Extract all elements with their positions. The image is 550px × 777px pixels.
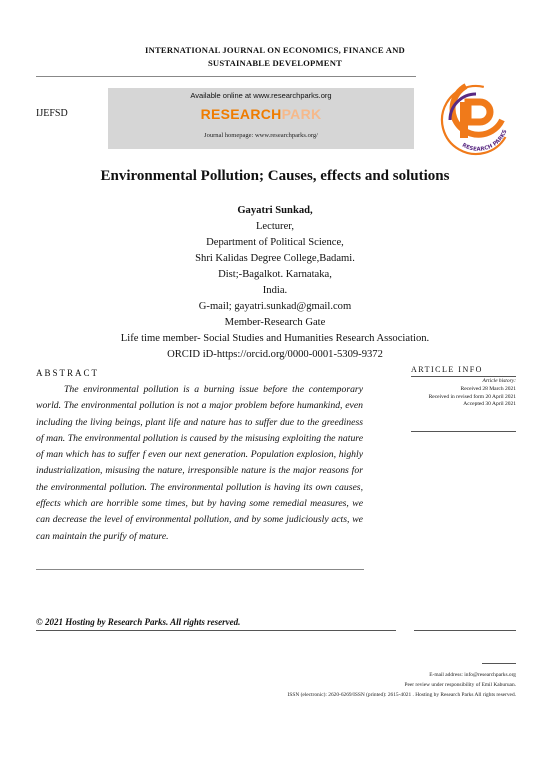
brand-part1: RESEARCH [200, 106, 282, 122]
journal-title [0, 44, 550, 70]
logo-text: RESEARCH PARKS [460, 128, 509, 153]
author-country: India. [262, 285, 288, 296]
author-district: Dist;-Bagalkot. Karnataka, [218, 269, 332, 280]
article-history-label: Article history: [482, 378, 516, 384]
journal-title-line2: SUSTAINABLE DEVELOPMENT [207, 58, 343, 68]
research-parks-logo-icon [436, 80, 516, 160]
author-college: Shri Kalidas Degree College,Badami. [195, 253, 355, 264]
journal-banner [108, 88, 414, 149]
copyright-rule-right [414, 630, 516, 631]
abstract-divider [36, 569, 364, 570]
author-block [0, 203, 550, 363]
author-name: Gayatri Sunkad, [237, 205, 313, 216]
author-lifetime-membership: Life time member- Social Studies and Humanities Research Association. [120, 333, 430, 344]
article-info-bottom-rule [411, 431, 516, 432]
abstract-text: The environmental pollution is a burning issue before the contemporary world. The environmental pollution is not a major problem before humankind, even including the living beings, plant life and nature has to suffer due to the greediness of man. The environmental pollution is caused by the misusing exploiting the nature of man which has to suffer f even our next generation. Population explosion, highly industrialization, misusing the nature, irresponsible nature is the major reasons for the environmental pollution. The environmental pollution is having its own causes, effects which are horrible some times, but by having some remedial measures, we can decrease the level of environmental pollution, and by some judiciously acts, we can maintain the purify of mature. [36, 384, 363, 542]
article-history [380, 378, 516, 409]
footer-email: E-mail address: info@researchparks.org [429, 672, 516, 678]
revised-date: Received in revised form 20 April 2021 [428, 393, 516, 400]
footer-peer-review: Peer review under responsibility of Emil Kaburuan. [404, 682, 516, 688]
article-info-top-rule [411, 376, 516, 377]
article-info-heading: ARTICLE INFO [411, 365, 483, 374]
footer-divider [482, 663, 516, 664]
author-position: Lecturer, [255, 221, 295, 232]
author-department: Department of Political Science, [206, 237, 344, 248]
banner-brand [108, 106, 414, 122]
author-membership: Member-Research Gate [224, 317, 326, 328]
accepted-date: Accepted 30 April 2021 [463, 401, 516, 408]
brand-part2: PARK [281, 106, 322, 122]
copyright-rule-left [36, 630, 396, 631]
author-email: G-mail; gayatri.sunkad@gmail.com [198, 301, 352, 312]
article-title: Environmental Pollution; Causes, effects and solutions [100, 168, 450, 184]
copyright-text: © 2021 Hosting by Research Parks. All rights reserved. [36, 617, 241, 627]
abstract-heading: ABSTRACT [36, 368, 100, 378]
footer [200, 670, 516, 700]
journal-abbrev: IJEFSD [36, 108, 68, 119]
footer-issn: ISSN (electronic): 2620-6269/ISSN (printed): 2615-4021 . Hosting by Research Parks All rights reserved. [287, 692, 516, 698]
author-orcid: ORCID iD-https://orcid.org/0000-0001-5309-9372 [167, 349, 383, 360]
received-date: Received 28 March 2021 [460, 385, 516, 392]
available-online-text: Available online at www.researchparks.org [190, 91, 332, 100]
journal-homepage-text: Journal homepage: www.researchparks.org/ [204, 132, 318, 139]
header-divider [36, 76, 416, 77]
journal-title-line1: INTERNATIONAL JOURNAL ON ECONOMICS, FINANCE AND [145, 45, 405, 55]
